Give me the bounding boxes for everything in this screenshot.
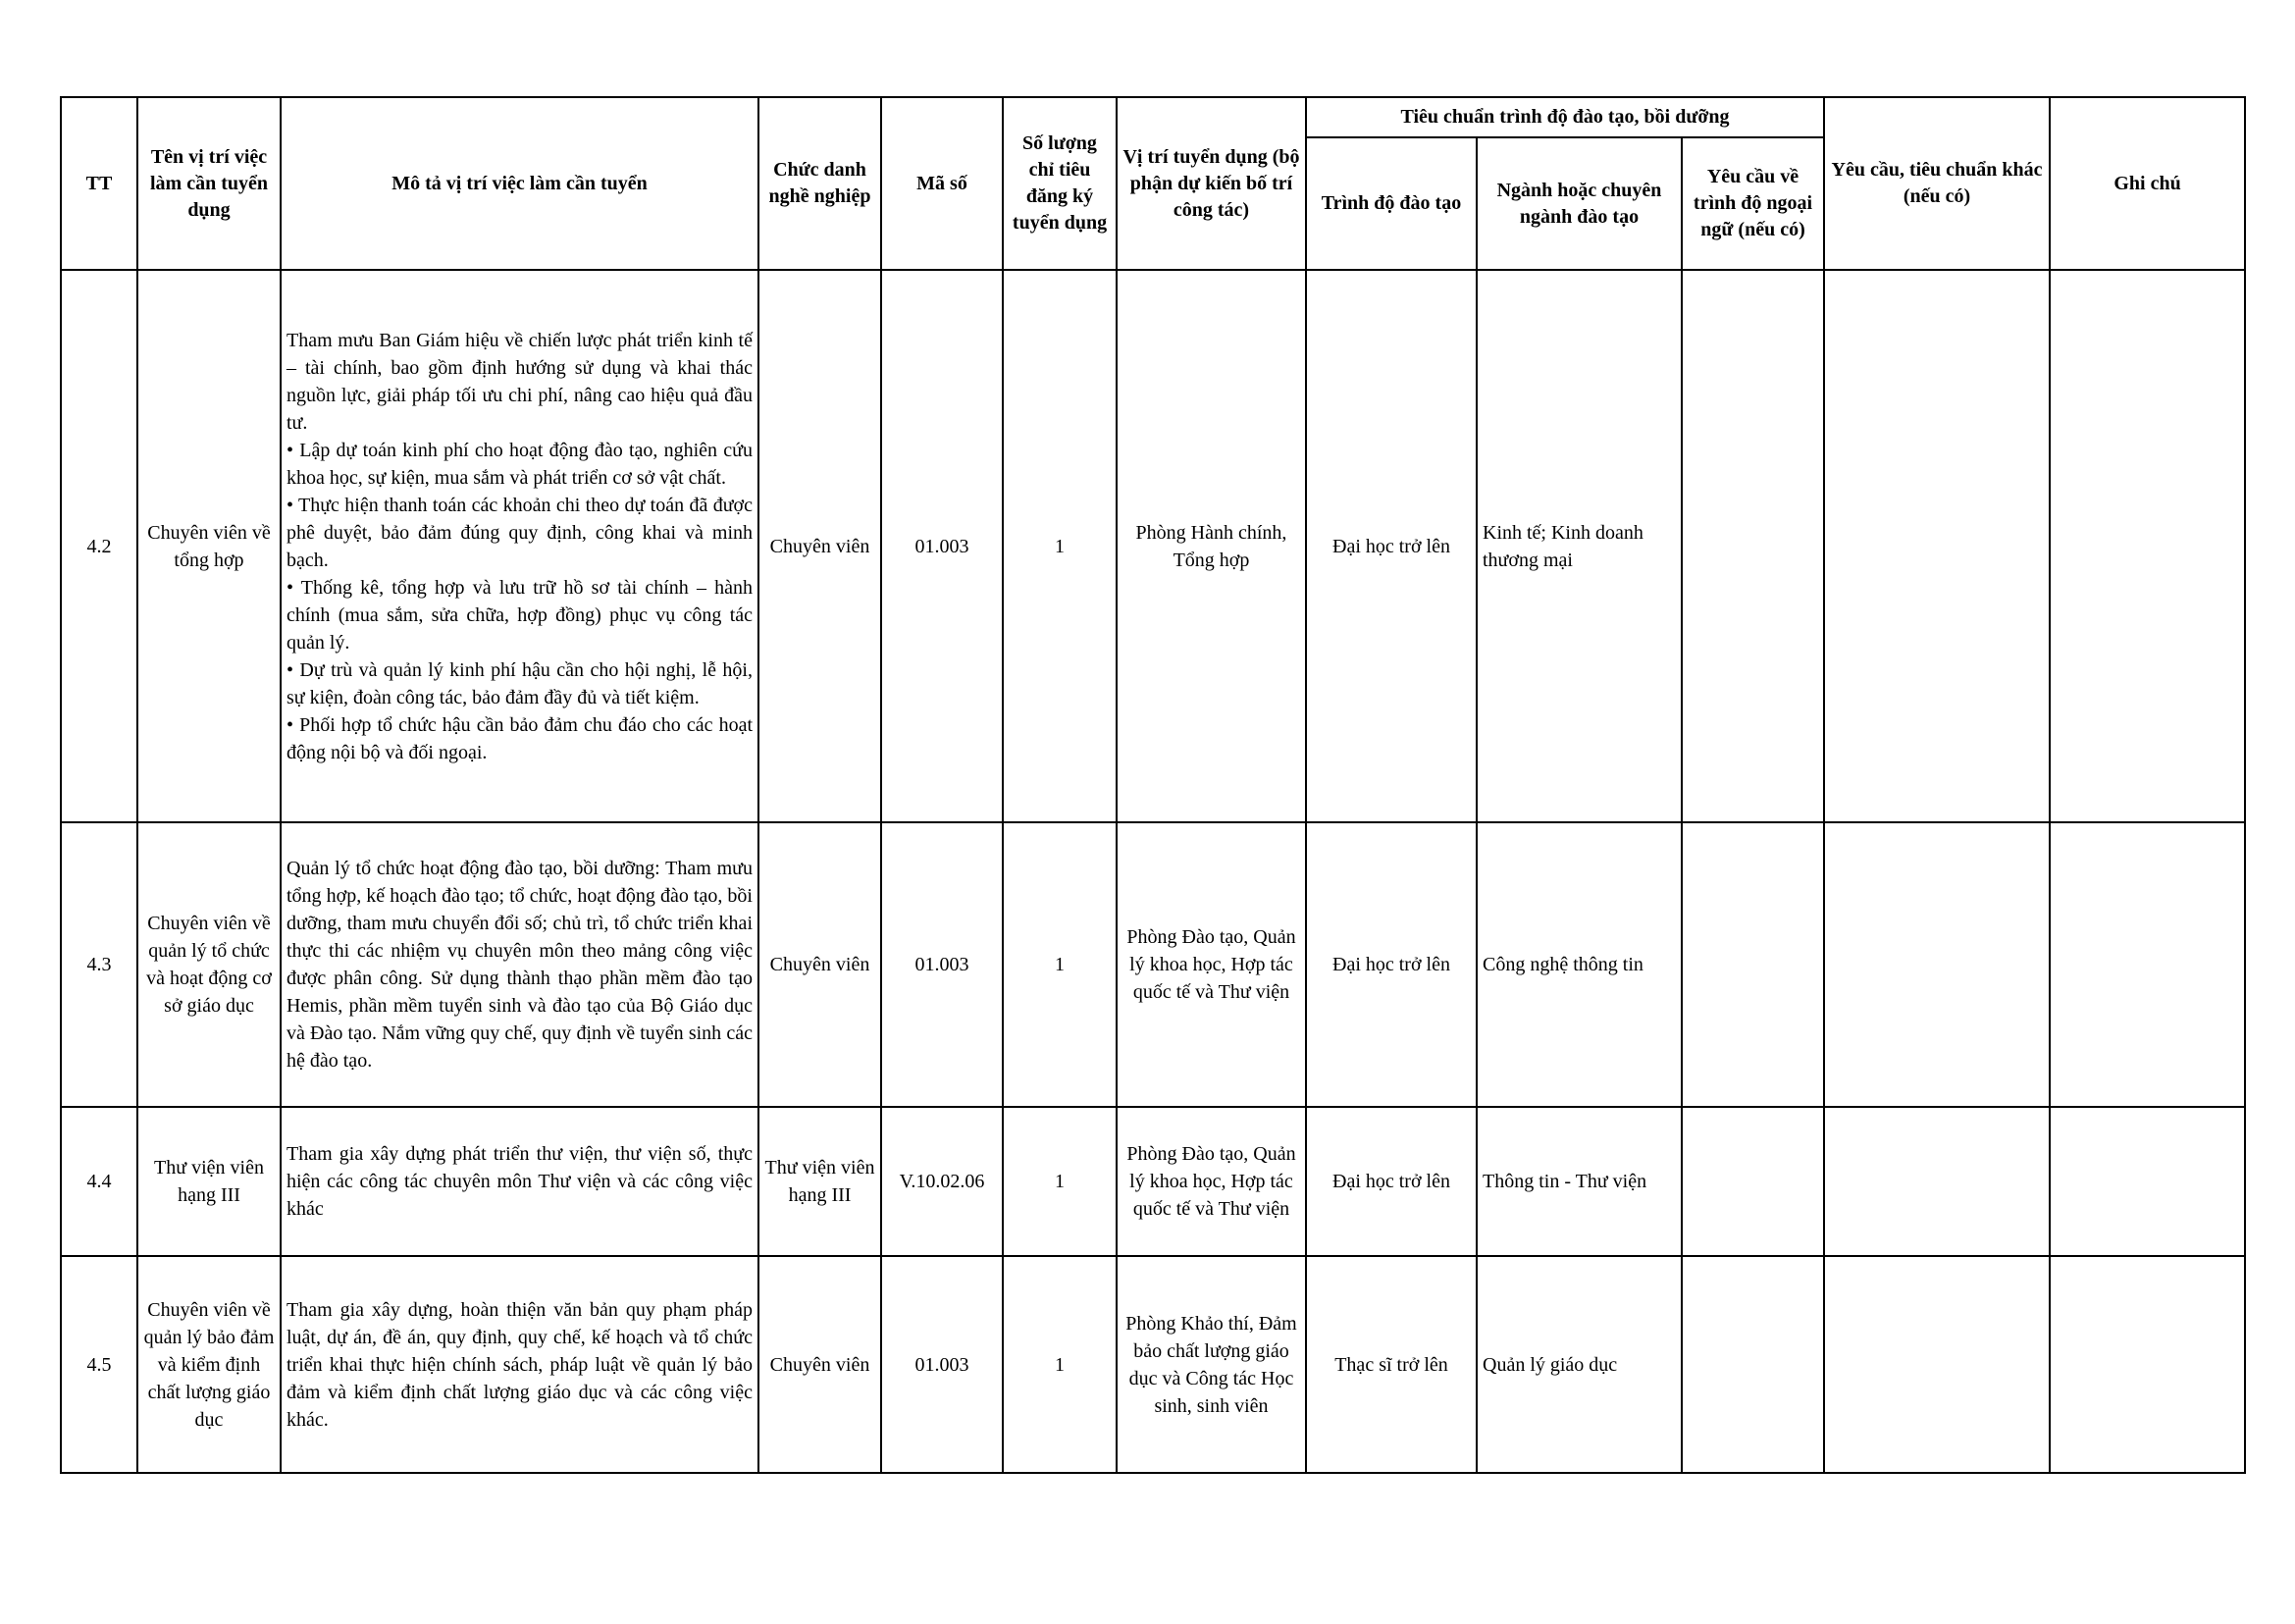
cell-so-luong: 1	[1003, 270, 1117, 822]
table-row	[61, 822, 2245, 1107]
cell-vi-tri: Phòng Đào tạo, Quản lý khoa học, Hợp tác quốc tế và Thư viện	[1117, 1107, 1306, 1256]
cell-yeu-cau-khac	[1824, 1107, 2050, 1256]
cell-vi-tri: Phòng Hành chính, Tổng hợp	[1117, 270, 1306, 822]
cell-mo-ta	[281, 822, 758, 1107]
cell-ma-so: 01.003	[881, 270, 1003, 822]
cell-yeu-cau-khac	[1824, 270, 2050, 822]
header-vi-tri-tuyen-dung: Vị trí tuyển dụng (bộ phận dự kiến bố trí công tác)	[1117, 97, 1306, 270]
cell-ghi-chu	[2050, 1107, 2245, 1256]
cell-tt: 4.5	[61, 1256, 137, 1473]
cell-ma-so: 01.003	[881, 1256, 1003, 1473]
cell-mo-ta	[281, 1256, 758, 1473]
header-mo-ta: Mô tả vị trí việc làm cần tuyển	[281, 97, 758, 270]
desc-line: • Lập dự toán kinh phí cho hoạt động đào tạo, nghiên cứu khoa học, sự kiện, mua sắm và phát triển cơ sở vật chất.	[287, 439, 753, 489]
desc-line: • Thực hiện thanh toán các khoản chi theo dự toán đã được phê duyệt, bảo đảm đúng quy định, công khai và minh bạch.	[287, 494, 753, 571]
cell-ghi-chu	[2050, 822, 2245, 1107]
header-chuc-danh: Chức danh nghề nghiệp	[758, 97, 881, 270]
header-trinh-do: Trình độ đào tạo	[1306, 137, 1477, 270]
cell-tt: 4.2	[61, 270, 137, 822]
cell-nganh: Thông tin - Thư viện	[1477, 1107, 1682, 1256]
cell-yeu-cau-khac	[1824, 822, 2050, 1107]
cell-ma-so: V.10.02.06	[881, 1107, 1003, 1256]
cell-so-luong: 1	[1003, 1256, 1117, 1473]
cell-mo-ta	[281, 1107, 758, 1256]
cell-ten-vi-tri: Chuyên viên về quản lý bảo đảm và kiểm định chất lượng giáo dục	[137, 1256, 281, 1473]
desc-line: • Phối hợp tổ chức hậu cần bảo đảm chu đáo cho các hoạt động nội bộ và đối ngoại.	[287, 713, 753, 763]
cell-nganh: Kinh tế; Kinh doanh thương mại	[1477, 270, 1682, 822]
cell-ghi-chu	[2050, 270, 2245, 822]
header-nganh: Ngành hoặc chuyên ngành đào tạo	[1477, 137, 1682, 270]
cell-trinh-do: Thạc sĩ trở lên	[1306, 1256, 1477, 1473]
header-ten-vi-tri: Tên vị trí việc làm cần tuyển dụng	[137, 97, 281, 270]
cell-vi-tri: Phòng Đào tạo, Quản lý khoa học, Hợp tác quốc tế và Thư viện	[1117, 822, 1306, 1107]
cell-ma-so: 01.003	[881, 822, 1003, 1107]
header-tt: TT	[61, 97, 137, 270]
cell-nganh: Công nghệ thông tin	[1477, 822, 1682, 1107]
table-row	[61, 270, 2245, 822]
header-ngoai-ngu: Yêu cầu về trình độ ngoại ngữ (nếu có)	[1682, 137, 1824, 270]
cell-ngoai-ngu	[1682, 822, 1824, 1107]
table-row	[61, 1256, 2245, 1473]
recruitment-table	[60, 96, 2246, 1474]
cell-so-luong: 1	[1003, 1107, 1117, 1256]
desc-line: Tham gia xây dựng, hoàn thiện văn bản quy phạm pháp luật, dự án, đề án, quy định, quy chế, kế hoạch và tổ chức triển khai thực hiện chính sách, pháp luật về quản lý bảo đảm và kiểm định chất lượng giáo dục và các công việc khác.	[287, 1298, 753, 1431]
cell-ngoai-ngu	[1682, 270, 1824, 822]
desc-line: Quản lý tổ chức hoạt động đào tạo, bồi dưỡng: Tham mưu tổng hợp, kế hoạch đào tạo; tổ chức, hoạt động đào tạo, bồi dưỡng, tham mưu chuyển đổi số; chủ trì, tổ chức triển khai thực thi các nhiệm vụ chuyên môn theo mảng công việc được phân công. Sử dụng thành thạo phần mềm đào tạo Hemis, phần mềm tuyển sinh và đào tạo của Bộ Giáo dục và Đào tạo. Nắm vững quy chế, quy định về tuyển sinh các hệ đào tạo.	[287, 858, 753, 1072]
cell-chuc-danh: Chuyên viên	[758, 270, 881, 822]
desc-line: • Dự trù và quản lý kinh phí hậu cần cho hội nghị, lễ hội, sự kiện, đoàn công tác, bảo đảm đầy đủ và tiết kiệm.	[287, 658, 753, 708]
header-row-1	[61, 97, 2245, 137]
cell-yeu-cau-khac	[1824, 1256, 2050, 1473]
cell-ten-vi-tri: Thư viện viên hạng III	[137, 1107, 281, 1256]
cell-tt: 4.4	[61, 1107, 137, 1256]
cell-tt: 4.3	[61, 822, 137, 1107]
cell-chuc-danh: Chuyên viên	[758, 1256, 881, 1473]
cell-ten-vi-tri: Chuyên viên về quản lý tổ chức và hoạt động cơ sở giáo dục	[137, 822, 281, 1107]
cell-ngoai-ngu	[1682, 1256, 1824, 1473]
cell-trinh-do: Đại học trở lên	[1306, 1107, 1477, 1256]
cell-ten-vi-tri: Chuyên viên về tổng hợp	[137, 270, 281, 822]
cell-chuc-danh: Chuyên viên	[758, 822, 881, 1107]
header-yeu-cau-khac: Yêu cầu, tiêu chuẩn khác (nếu có)	[1824, 97, 2050, 270]
cell-trinh-do: Đại học trở lên	[1306, 270, 1477, 822]
header-ghi-chu: Ghi chú	[2050, 97, 2245, 270]
header-ma-so: Mã số	[881, 97, 1003, 270]
desc-line: Tham gia xây dựng phát triển thư viện, thư viện số, thực hiện các công tác chuyên môn Thư viện và các công việc khác	[287, 1143, 753, 1220]
cell-chuc-danh: Thư viện viên hạng III	[758, 1107, 881, 1256]
table-row	[61, 1107, 2245, 1256]
desc-line: Tham mưu Ban Giám hiệu về chiến lược phát triển kinh tế – tài chính, bao gồm định hướng sử dụng và khai thác nguồn lực, giải pháp tối ưu chi phí, nâng cao hiệu quả đầu tư.	[287, 329, 753, 434]
cell-trinh-do: Đại học trở lên	[1306, 822, 1477, 1107]
cell-nganh: Quản lý giáo dục	[1477, 1256, 1682, 1473]
header-so-luong: Số lượng chỉ tiêu đăng ký tuyển dụng	[1003, 97, 1117, 270]
desc-line: • Thống kê, tổng hợp và lưu trữ hồ sơ tài chính – hành chính (mua sắm, sửa chữa, hợp đồng) phục vụ công tác quản lý.	[287, 576, 753, 654]
cell-ghi-chu	[2050, 1256, 2245, 1473]
cell-mo-ta	[281, 270, 758, 822]
header-tieu-chuan-group: Tiêu chuẩn trình độ đào tạo, bồi dưỡng	[1306, 97, 1824, 137]
cell-ngoai-ngu	[1682, 1107, 1824, 1256]
cell-so-luong: 1	[1003, 822, 1117, 1107]
cell-vi-tri: Phòng Khảo thí, Đảm bảo chất lượng giáo dục và Công tác Học sinh, sinh viên	[1117, 1256, 1306, 1473]
